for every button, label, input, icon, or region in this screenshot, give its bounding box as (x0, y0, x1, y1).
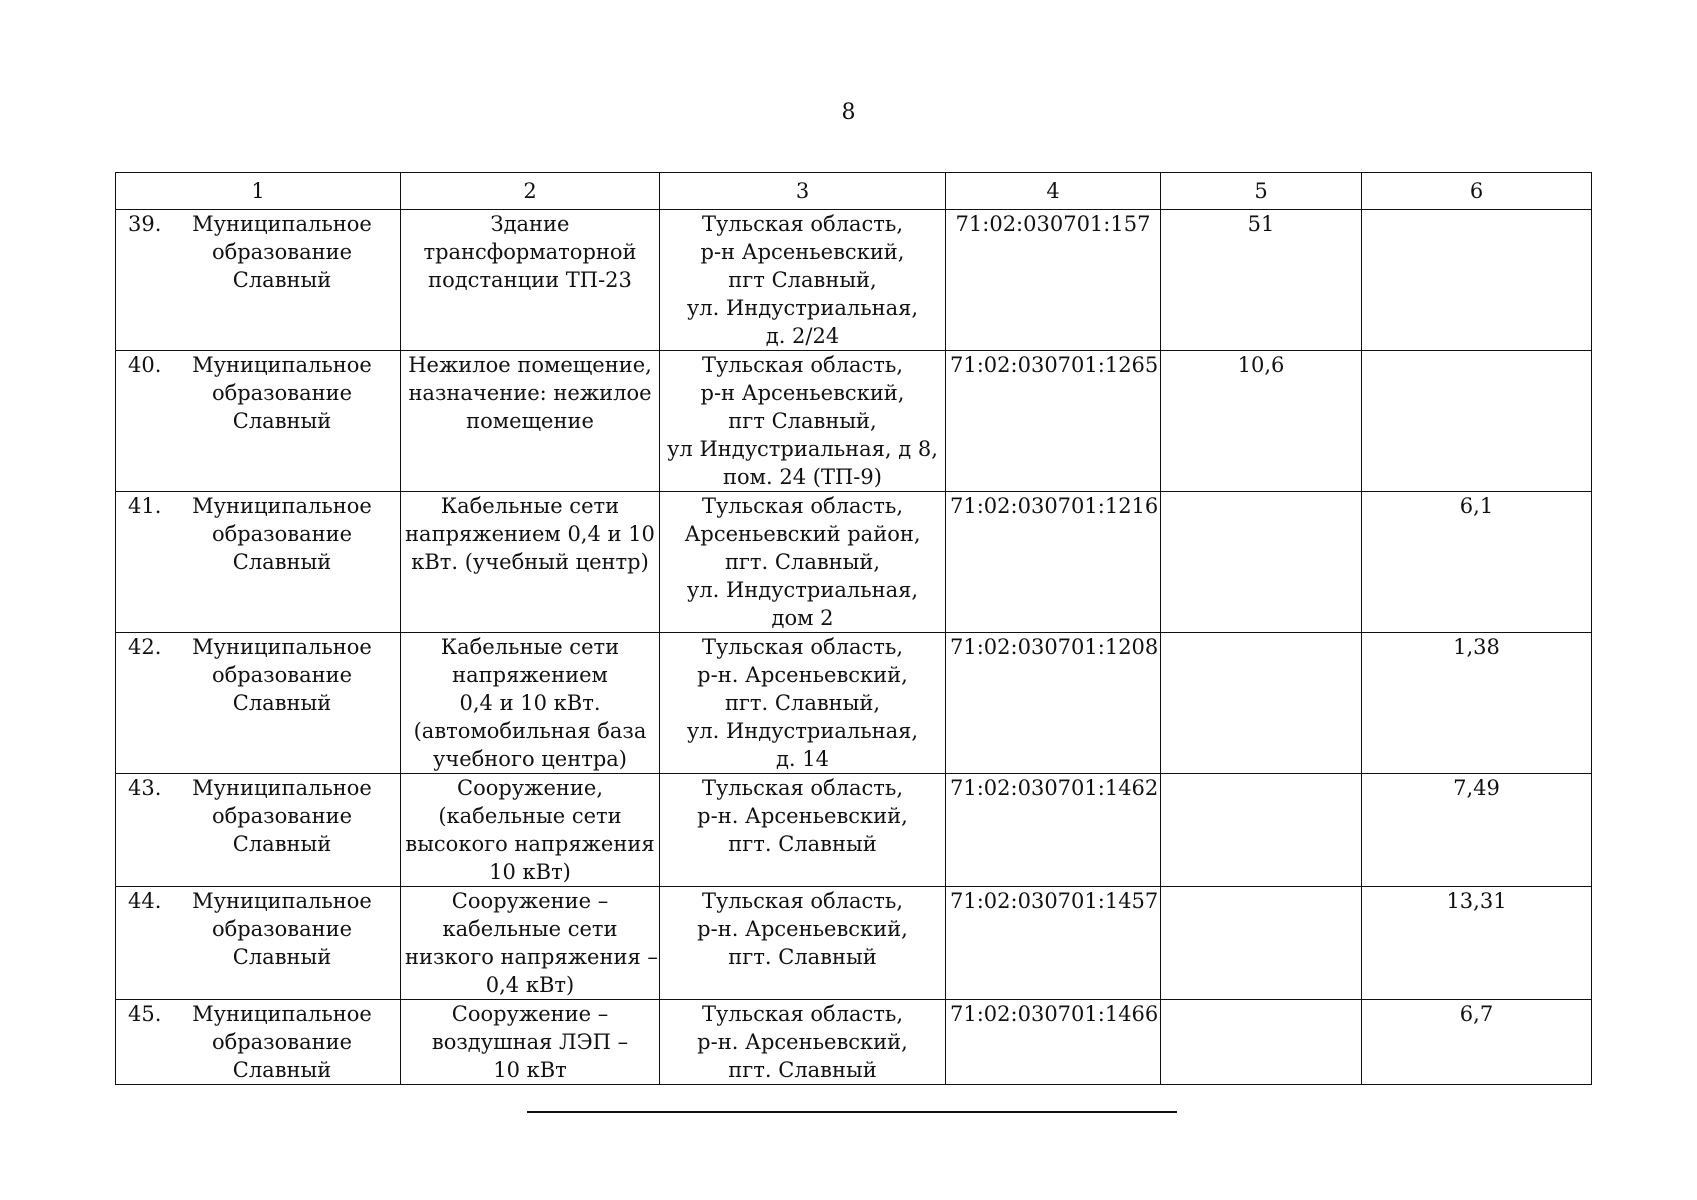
header-col-4: 4 (946, 173, 1161, 210)
col5-value-cell (1161, 492, 1362, 633)
address-cell: Тульская область, р-н Арсеньевский, пгт Славный, ул. Индустриальная, д. 2/24 (660, 210, 946, 351)
header-row (116, 173, 1592, 210)
row-number: 39. (128, 212, 162, 236)
row-number: 45. (128, 1002, 162, 1026)
object-name-cell: Кабельные сети напряжением 0,4 и 10 кВт. (учебный центр) (401, 492, 660, 633)
col6-value-cell: 13,31 (1362, 887, 1592, 1000)
col6-value-cell: 1,38 (1362, 633, 1592, 774)
owner-cell (116, 633, 401, 774)
table-row (116, 774, 1592, 887)
row-number: 42. (128, 635, 162, 659)
object-name-cell: Кабельные сети напряжением 0,4 и 10 кВт. (автомобильная база учебного центра) (401, 633, 660, 774)
col6-value-cell (1362, 351, 1592, 492)
cadastral-number-cell: 71:02:030701:1466 (946, 1000, 1161, 1085)
address-cell: Тульская область, Арсеньевский район, пгт. Славный, ул. Индустриальная, дом 2 (660, 492, 946, 633)
object-name-cell: Сооружение, (кабельные сети высокого напряжения 10 кВт) (401, 774, 660, 887)
col6-value-cell (1362, 210, 1592, 351)
cadastral-number-cell: 71:02:030701:157 (946, 210, 1161, 351)
address-cell: Тульская область, р-н. Арсеньевский, пгт. Славный (660, 774, 946, 887)
owner-name: Муниципальное образование Славный (192, 353, 372, 433)
table-row (116, 351, 1592, 492)
table-row (116, 887, 1592, 1000)
col6-value-cell: 6,7 (1362, 1000, 1592, 1085)
page-number: 8 (841, 100, 856, 125)
owner-name: Муниципальное образование Славный (192, 1002, 372, 1082)
row-number: 41. (128, 494, 162, 518)
col5-value-cell (1161, 633, 1362, 774)
col6-value-cell: 7,49 (1362, 774, 1592, 887)
table-row (116, 492, 1592, 633)
owner-name: Муниципальное образование Славный (192, 776, 372, 856)
cadastral-number-cell: 71:02:030701:1208 (946, 633, 1161, 774)
owner-cell (116, 774, 401, 887)
address-cell: Тульская область, р-н. Арсеньевский, пгт. Славный (660, 887, 946, 1000)
owner-cell (116, 887, 401, 1000)
owner-cell (116, 492, 401, 633)
cadastral-number-cell: 71:02:030701:1462 (946, 774, 1161, 887)
col5-value-cell (1161, 1000, 1362, 1085)
header-col-2: 2 (401, 173, 660, 210)
object-name-cell: Нежилое помещение, назначение: нежилое помещение (401, 351, 660, 492)
object-name-cell: Сооружение – воздушная ЛЭП – 10 кВт (401, 1000, 660, 1085)
header-col-5: 5 (1161, 173, 1362, 210)
row-number: 43. (128, 776, 162, 800)
owner-cell (116, 351, 401, 492)
owner-name: Муниципальное образование Славный (192, 494, 372, 574)
table-body (116, 210, 1592, 1085)
col5-value-cell: 51 (1161, 210, 1362, 351)
cadastral-number-cell: 71:02:030701:1265 (946, 351, 1161, 492)
table-header (116, 173, 1592, 210)
owner-name: Муниципальное образование Славный (192, 635, 372, 715)
owner-name: Муниципальное образование Славный (192, 889, 372, 969)
header-col-3: 3 (660, 173, 946, 210)
row-number: 40. (128, 353, 162, 377)
table-row (116, 210, 1592, 351)
col5-value-cell: 10,6 (1161, 351, 1362, 492)
object-name-cell: Сооружение – кабельные сети низкого напряжения – 0,4 кВт) (401, 887, 660, 1000)
table-row (116, 1000, 1592, 1085)
object-name-cell: Здание трансформаторной подстанции ТП-23 (401, 210, 660, 351)
address-cell: Тульская область, р-н. Арсеньевский, пгт. Славный, ул. Индустриальная, д. 14 (660, 633, 946, 774)
property-registry-table (115, 172, 1592, 1085)
col5-value-cell (1161, 774, 1362, 887)
owner-name: Муниципальное образование Славный (192, 212, 372, 292)
col6-value-cell: 6,1 (1362, 492, 1592, 633)
cadastral-number-cell: 71:02:030701:1457 (946, 887, 1161, 1000)
footer-divider (527, 1111, 1177, 1113)
row-number: 44. (128, 889, 162, 913)
owner-cell (116, 210, 401, 351)
col5-value-cell (1161, 887, 1362, 1000)
owner-cell (116, 1000, 401, 1085)
header-col-6: 6 (1362, 173, 1592, 210)
header-col-1: 1 (116, 173, 401, 210)
table-row (116, 633, 1592, 774)
address-cell: Тульская область, р-н Арсеньевский, пгт Славный, ул Индустриальная, д 8, пом. 24 (ТП-9) (660, 351, 946, 492)
address-cell: Тульская область, р-н. Арсеньевский, пгт. Славный (660, 1000, 946, 1085)
cadastral-number-cell: 71:02:030701:1216 (946, 492, 1161, 633)
